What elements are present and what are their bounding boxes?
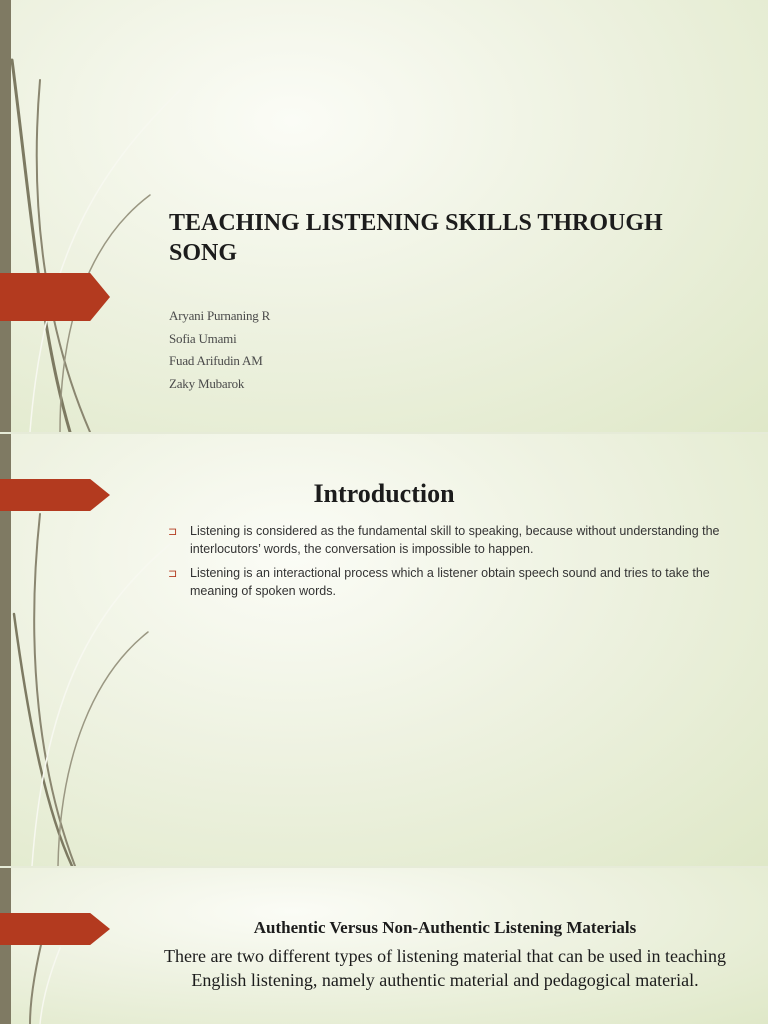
title-line-1: TEACHING LISTENING SKILLS THROUGH (169, 210, 663, 236)
bullet-list (168, 522, 723, 606)
slide-body-text: There are two different types of listening material that can be used in teaching English listening, namely authentic material and pedagogical material. (164, 946, 726, 990)
red-arrow-tab (0, 273, 110, 321)
author-name: Zaky Mubarok (169, 375, 245, 391)
bullet-text: Listening is an interactional process which a listener obtain speech sound and tries to take the meaning of spoken words. (190, 566, 710, 598)
arrow-bullet-icon: ⊐ (168, 525, 178, 538)
slide-heading: Authentic Versus Non-Authentic Listening Materials (253, 918, 637, 937)
bullet-item (168, 564, 723, 600)
left-accent-bar (0, 868, 11, 1024)
slide-heading: Introduction (313, 479, 455, 508)
presentation-title (169, 208, 729, 268)
title-line-2: SONG (169, 240, 238, 266)
arrow-bullet-icon: ⊐ (168, 567, 178, 580)
author-name: Sofia Umami (169, 330, 237, 346)
bullet-text: Listening is considered as the fundamental skill to speaking, because without understanding the interlocutors’ words, the conversation is impossible to happen. (190, 524, 720, 556)
bullet-item (168, 522, 723, 558)
slide-authentic-materials[interactable] (0, 868, 768, 1024)
author-name: Aryani Purnaning R (169, 308, 271, 323)
slide-title[interactable] (0, 0, 768, 432)
author-name: Fuad Arifudin AM (169, 353, 263, 368)
left-accent-bar (0, 0, 11, 432)
slide-introduction[interactable] (0, 434, 768, 866)
red-arrow-tab (0, 913, 110, 945)
decorative-swoosh (0, 868, 120, 1024)
author-list (169, 305, 270, 395)
